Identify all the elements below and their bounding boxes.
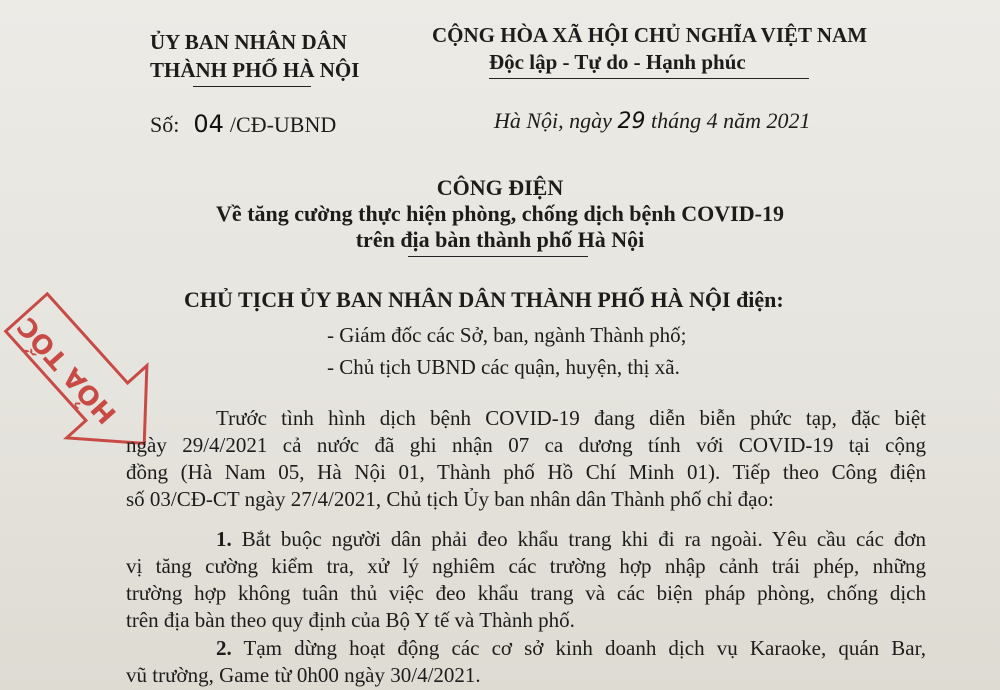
document-number-suffix: /CĐ-UBND (229, 112, 337, 137)
item1-line-1 (126, 526, 926, 553)
item1-line-2: vị tăng cường kiểm tra, xử lý nghiêm các trường hợp nhập cảnh trái phép, những (126, 554, 926, 578)
issuer-underline (193, 86, 311, 87)
date-day-handwritten: 29 (617, 109, 646, 134)
motto-underline (489, 78, 809, 79)
document-subject-line2: trên địa bàn thành phố Hà Nội (355, 227, 645, 252)
date-prefix: Hà Nội, ngày (494, 108, 612, 133)
subject-underline (408, 256, 588, 257)
intro-line-1: Trước tình hình dịch bệnh COVID-19 đang diễn biễn phức tạp, đặc biệt (216, 406, 926, 430)
chairman-heading: CHỦ TỊCH ỦY BAN NHÂN DÂN THÀNH PHỐ HÀ NỘI điện: (184, 287, 784, 312)
item2-line-1 (126, 635, 926, 662)
document-number-prefix: Số: (150, 112, 180, 137)
item1-line-4: trên địa bàn theo quy định của Bộ Y tế và Thành phố. (126, 608, 575, 632)
item1-number: 1. (216, 527, 232, 551)
national-title: CỘNG HÒA XÃ HỘI CHỦ NGHĨA VIỆT NAM (432, 23, 868, 47)
date-month-year: tháng 4 năm 2021 (650, 108, 811, 133)
intro-line-3: đồng (Hà Nam 05, Hà Nội 01, Thành phố Hồ Chí Minh 01). Tiếp theo Công điện (126, 460, 926, 484)
document-subject-line1: Về tăng cường thực hiện phòng, chống dịch bệnh COVID-19 (216, 201, 784, 226)
document-number (150, 110, 336, 138)
item2-line-2: vũ trường, Game từ 0h00 ngày 30/4/2021. (126, 663, 481, 687)
document-title: CÔNG ĐIỆN (436, 175, 564, 200)
directive-item-1 (126, 526, 926, 634)
document-date (494, 108, 810, 134)
recipient-line-2: - Chủ tịch UBND các quận, huyện, thị xã. (327, 355, 680, 379)
item1-text-1: Bắt buộc người dân phải đeo khẩu trang khi đi ra ngoài. Yêu cầu các đơn (241, 527, 927, 551)
issuer-name-line1: ỦY BAN NHÂN DÂN (150, 30, 347, 54)
issuer-name-line2: THÀNH PHỐ HÀ NỘI (150, 58, 360, 82)
item2-number: 2. (216, 636, 232, 660)
intro-paragraph (126, 405, 926, 513)
directive-item-2 (126, 635, 926, 689)
document-number-handwritten: 04 (193, 110, 224, 138)
intro-line-4: số 03/CĐ-CT ngày 27/4/2021, Chủ tịch Ủy ban nhân dân Thành phố chỉ đạo: (126, 487, 774, 511)
item1-line-3: trường hợp không tuân thủ việc đeo khẩu trang và các biện pháp phòng, chống dịch (126, 581, 926, 605)
recipient-line-1: - Giám đốc các Sở, ban, ngành Thành phố; (327, 323, 687, 347)
stamp-text: HỎA TỐC (12, 310, 123, 429)
item2-text-1: Tạm dừng hoạt động các cơ sở kinh doanh dịch vụ Karaoke, quán Bar, (243, 636, 926, 660)
national-motto: Độc lập - Tự do - Hạnh phúc (489, 50, 746, 74)
intro-line-2: ngày 29/4/2021 cả nước đã ghi nhận 07 ca dương tính với COVID-19 tại cộng (126, 433, 926, 457)
